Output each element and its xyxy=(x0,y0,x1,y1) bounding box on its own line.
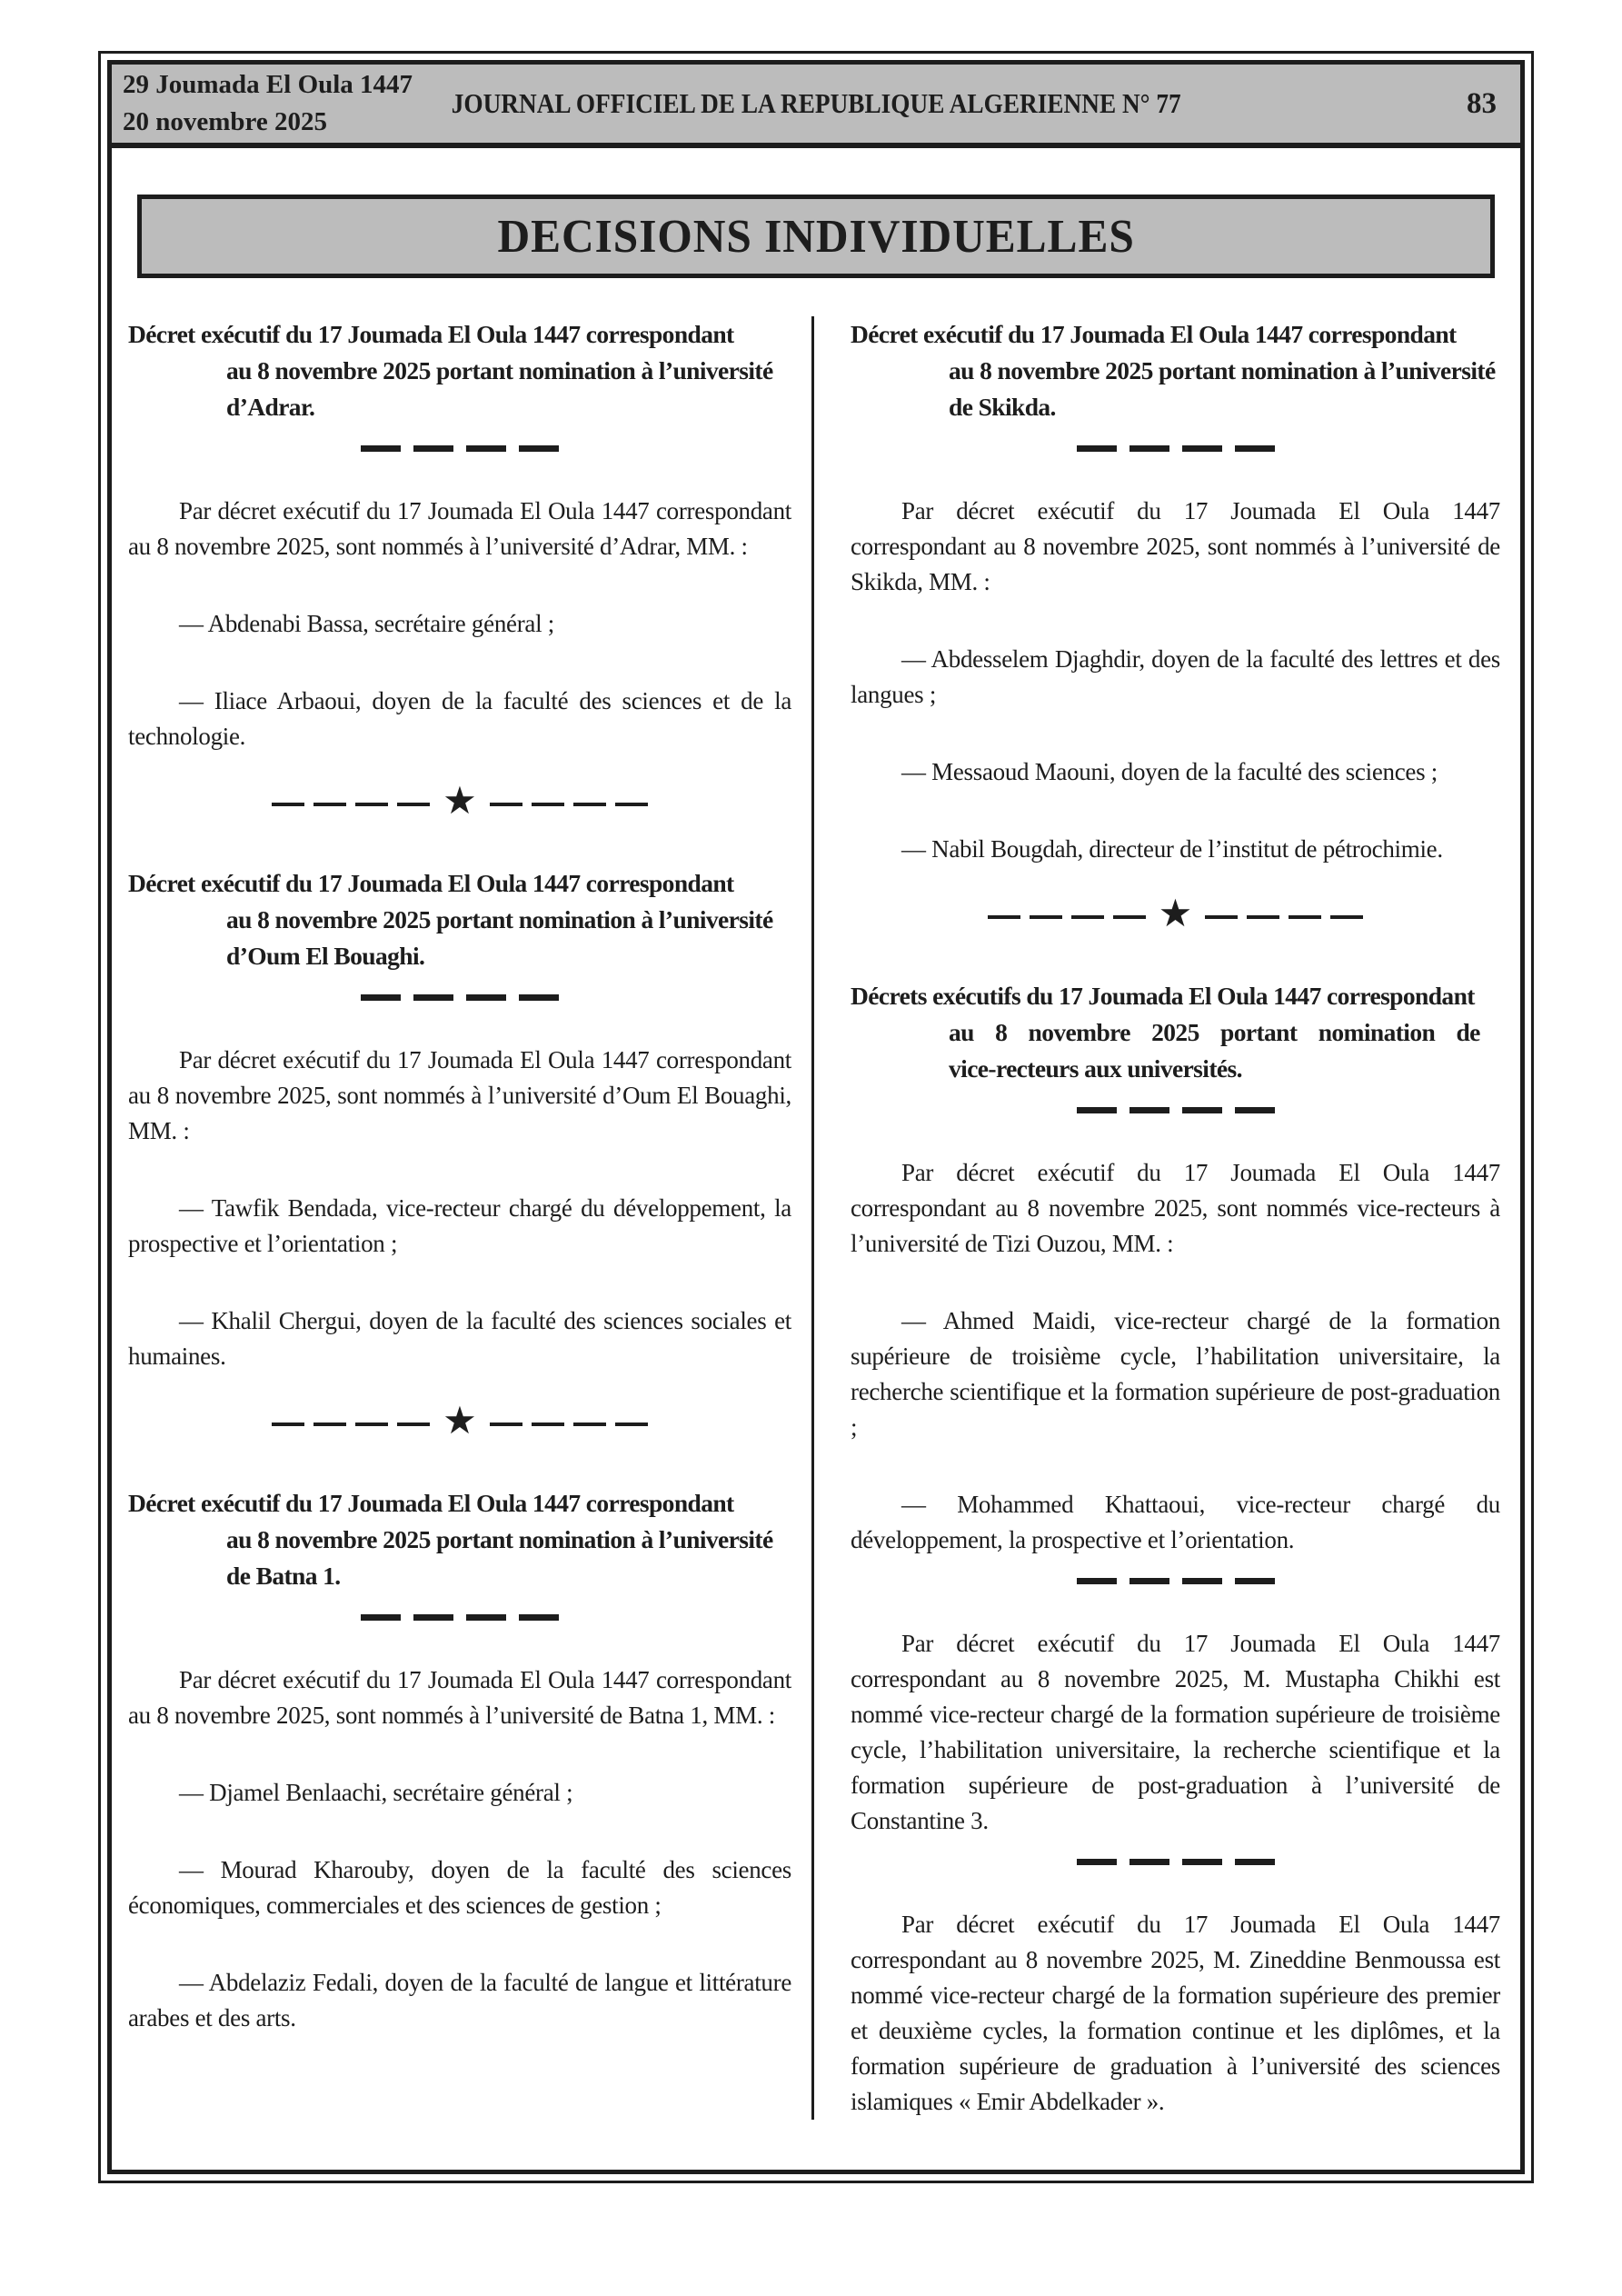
star-separator xyxy=(128,781,791,824)
decree-title-line: de Skikda. xyxy=(949,393,1056,421)
decree-title xyxy=(128,316,791,425)
separator-dash xyxy=(1077,1107,1117,1113)
masthead-dates xyxy=(112,66,413,141)
separator-dash xyxy=(355,803,388,806)
dash-separator xyxy=(128,994,791,1001)
dash-separator xyxy=(851,1859,1500,1865)
separator-dash xyxy=(413,1614,453,1621)
separator-dash xyxy=(272,1423,304,1426)
separator-dash xyxy=(1077,1859,1117,1865)
decree-paragraph: Par décret exécutif du 17 Joumada El Oula 1447 correspondant au 8 novembre 2025, sont nommés à l’université d’Adrar, MM. : xyxy=(128,497,791,560)
decree-title-line: au 8 novembre 2025 portant nomination à l’université xyxy=(226,1525,773,1553)
separator-dash xyxy=(1182,445,1222,452)
date-gregorian: 20 novembre 2025 xyxy=(123,107,328,136)
separator-dash xyxy=(313,1423,346,1426)
separator-dash xyxy=(466,445,506,452)
appointment-item: — Khalil Chergui, doyen de la faculté des sciences sociales et humaines. xyxy=(128,1307,791,1370)
separator-dash xyxy=(272,803,304,806)
star-separator xyxy=(851,893,1500,936)
separator-dash xyxy=(1205,915,1238,919)
separator-dash xyxy=(1247,915,1279,919)
appointment-item: — Mourad Kharouby, doyen de la faculté des sciences économiques, commerciales et des sciences de gestion ; xyxy=(128,1856,791,1919)
separator-dash xyxy=(1182,1107,1222,1113)
decree-title-line: Décret exécutif du 17 Joumada El Oula 1447 correspondant xyxy=(128,1489,734,1517)
separator-dash xyxy=(519,1614,559,1621)
section-banner-title: DECISIONS INDIVIDUELLES xyxy=(497,210,1135,263)
separator-dash xyxy=(490,1423,522,1426)
decree-title-line: vice-recteurs aux universités. xyxy=(949,1054,1242,1083)
separator-dash xyxy=(1071,915,1104,919)
decree-paragraph: Par décret exécutif du 17 Joumada El Oula 1447 correspondant au 8 novembre 2025, sont nommés à l’université de Skikda, MM. : xyxy=(851,497,1500,595)
separator-dash xyxy=(1077,1578,1117,1584)
decree-paragraph: Par décret exécutif du 17 Joumada El Oula 1447 correspondant au 8 novembre 2025, sont nommés vice-recteurs à l’université de Tizi Ouzou, MM. : xyxy=(851,1159,1500,1257)
masthead xyxy=(112,65,1520,148)
left-column xyxy=(112,316,811,2120)
separator-dash xyxy=(1077,445,1117,452)
separator-dash xyxy=(397,803,430,806)
date-hijri: 29 Joumada El Oula 1447 xyxy=(123,70,413,99)
appointment-item: — Tawfik Bendada, vice-recteur chargé du développement, la prospective et l’orientation ; xyxy=(128,1194,791,1257)
star-icon: ★ xyxy=(443,1401,477,1442)
decree-title-line: d’Oum El Bouaghi. xyxy=(226,942,425,970)
separator-dash xyxy=(1235,445,1275,452)
star-icon: ★ xyxy=(1158,893,1193,935)
decree-title-line: au 8 novembre 2025 portant nomination de xyxy=(949,1018,1480,1046)
decree-title-line: au 8 novembre 2025 portant nomination à l’université xyxy=(226,356,773,384)
separator-dash xyxy=(1113,915,1146,919)
decree-title-line: au 8 novembre 2025 portant nomination à l’université xyxy=(226,905,773,933)
appointment-item: — Abdesselem Djaghdir, doyen de la faculté des lettres et des langues ; xyxy=(851,645,1500,708)
separator-dash xyxy=(1129,1578,1169,1584)
separator-dash xyxy=(1030,915,1062,919)
separator-dash xyxy=(573,1423,606,1426)
separator-dash xyxy=(1182,1578,1222,1584)
decree-paragraph: Par décret exécutif du 17 Joumada El Oula 1447 correspondant au 8 novembre 2025, M. Zineddine Benmoussa est nommé vice-recteur chargé de la formation supérieure des premier et deuxième cycles, la formation continue et les diplômes, et la formation supérieure de graduation à l’université des sciences islamiques « Emir Abdelkader ». xyxy=(851,1911,1500,2115)
star-separator xyxy=(128,1401,791,1443)
decree-paragraph: Par décret exécutif du 17 Joumada El Oula 1447 correspondant au 8 novembre 2025, sont nommés à l’université de Batna 1, MM. : xyxy=(128,1666,791,1729)
dash-separator xyxy=(128,445,791,452)
star-icon: ★ xyxy=(443,781,477,823)
decree-title-line: Décret exécutif du 17 Joumada El Oula 1447 correspondant xyxy=(128,320,734,348)
separator-dash xyxy=(413,994,453,1001)
separator-dash xyxy=(361,1614,401,1621)
decree-paragraph: Par décret exécutif du 17 Joumada El Oula 1447 correspondant au 8 novembre 2025, M. Mustapha Chikhi est nommé vice-recteur chargé de la formation supérieure de troisième cycle, l’habilitation universitaire, la recherche scientifique et la formation supérieure de post-graduation à l’université de Constantine 3. xyxy=(851,1630,1500,1834)
dash-separator xyxy=(128,1614,791,1621)
dash-separator xyxy=(851,1107,1500,1113)
content-columns xyxy=(112,316,1520,2120)
separator-dash xyxy=(1235,1578,1275,1584)
appointment-item: — Ahmed Maidi, vice-recteur chargé de la formation supérieure de troisième cycle, l’habilitation universitaire, la recherche scientifique et la formation supérieure de post-graduation ; xyxy=(851,1307,1500,1441)
dash-separator xyxy=(851,445,1500,452)
separator-dash xyxy=(1235,1107,1275,1113)
appointment-item: — Djamel Benlaachi, secrétaire général ; xyxy=(179,1779,573,1806)
separator-dash xyxy=(397,1423,430,1426)
decree-title xyxy=(128,1485,791,1594)
separator-dash xyxy=(361,445,401,452)
separator-dash xyxy=(1129,445,1169,452)
decree-title-line: Décrets exécutifs du 17 Joumada El Oula 1447 correspondant xyxy=(851,982,1475,1010)
decree-title-line: au 8 novembre 2025 portant nomination à l’université xyxy=(949,356,1496,384)
separator-dash xyxy=(1129,1107,1169,1113)
separator-dash xyxy=(413,445,453,452)
separator-dash xyxy=(1289,915,1321,919)
right-column xyxy=(814,316,1520,2120)
decree-title xyxy=(851,316,1500,425)
appointment-item: — Messaoud Maouni, doyen de la faculté des sciences ; xyxy=(901,758,1438,785)
separator-dash xyxy=(1235,1859,1275,1865)
decree-paragraph: Par décret exécutif du 17 Joumada El Oula 1447 correspondant au 8 novembre 2025, sont nommés à l’université d’Oum El Bouaghi, MM. : xyxy=(128,1046,791,1144)
dash-separator xyxy=(851,1578,1500,1584)
appointment-item: — Abdenabi Bassa, secrétaire général ; xyxy=(179,610,554,637)
separator-dash xyxy=(615,1423,648,1426)
appointment-item: — Abdelaziz Fedali, doyen de la faculté de langue et littérature arabes et des arts. xyxy=(128,1969,791,2031)
separator-dash xyxy=(1129,1859,1169,1865)
separator-dash xyxy=(615,803,648,806)
decree-title-line: de Batna 1. xyxy=(226,1562,341,1590)
decree-title xyxy=(128,865,791,974)
separator-dash xyxy=(519,994,559,1001)
decree-title xyxy=(851,978,1500,1087)
separator-dash xyxy=(361,994,401,1001)
appointment-item: — Mohammed Khattaoui, vice-recteur chargé du développement, la prospective et l’orientation. xyxy=(851,1491,1500,1553)
separator-dash xyxy=(519,445,559,452)
separator-dash xyxy=(573,803,606,806)
separator-dash xyxy=(466,994,506,1001)
separator-dash xyxy=(988,915,1020,919)
page-inner-frame xyxy=(107,60,1525,2174)
appointment-item: — Iliace Arbaoui, doyen de la faculté des sciences et de la technologie. xyxy=(128,687,791,750)
separator-dash xyxy=(1182,1859,1222,1865)
separator-dash xyxy=(355,1423,388,1426)
appointment-item: — Nabil Bougdah, directeur de l’institut de pétrochimie. xyxy=(901,835,1443,863)
separator-dash xyxy=(466,1614,506,1621)
decree-title-line: Décret exécutif du 17 Joumada El Oula 1447 correspondant xyxy=(851,320,1457,348)
page-number: 83 xyxy=(1467,86,1497,120)
section-banner xyxy=(137,195,1495,278)
separator-dash xyxy=(313,803,346,806)
separator-dash xyxy=(532,803,564,806)
separator-dash xyxy=(1330,915,1363,919)
separator-dash xyxy=(532,1423,564,1426)
journal-title-text: JOURNAL OFFICIEL DE LA REPUBLIQUE ALGERIENNE N° 77 xyxy=(451,87,1181,119)
decree-title-line: d’Adrar. xyxy=(226,393,315,421)
decree-title-line: Décret exécutif du 17 Joumada El Oula 1447 correspondant xyxy=(128,869,734,897)
separator-dash xyxy=(490,803,522,806)
